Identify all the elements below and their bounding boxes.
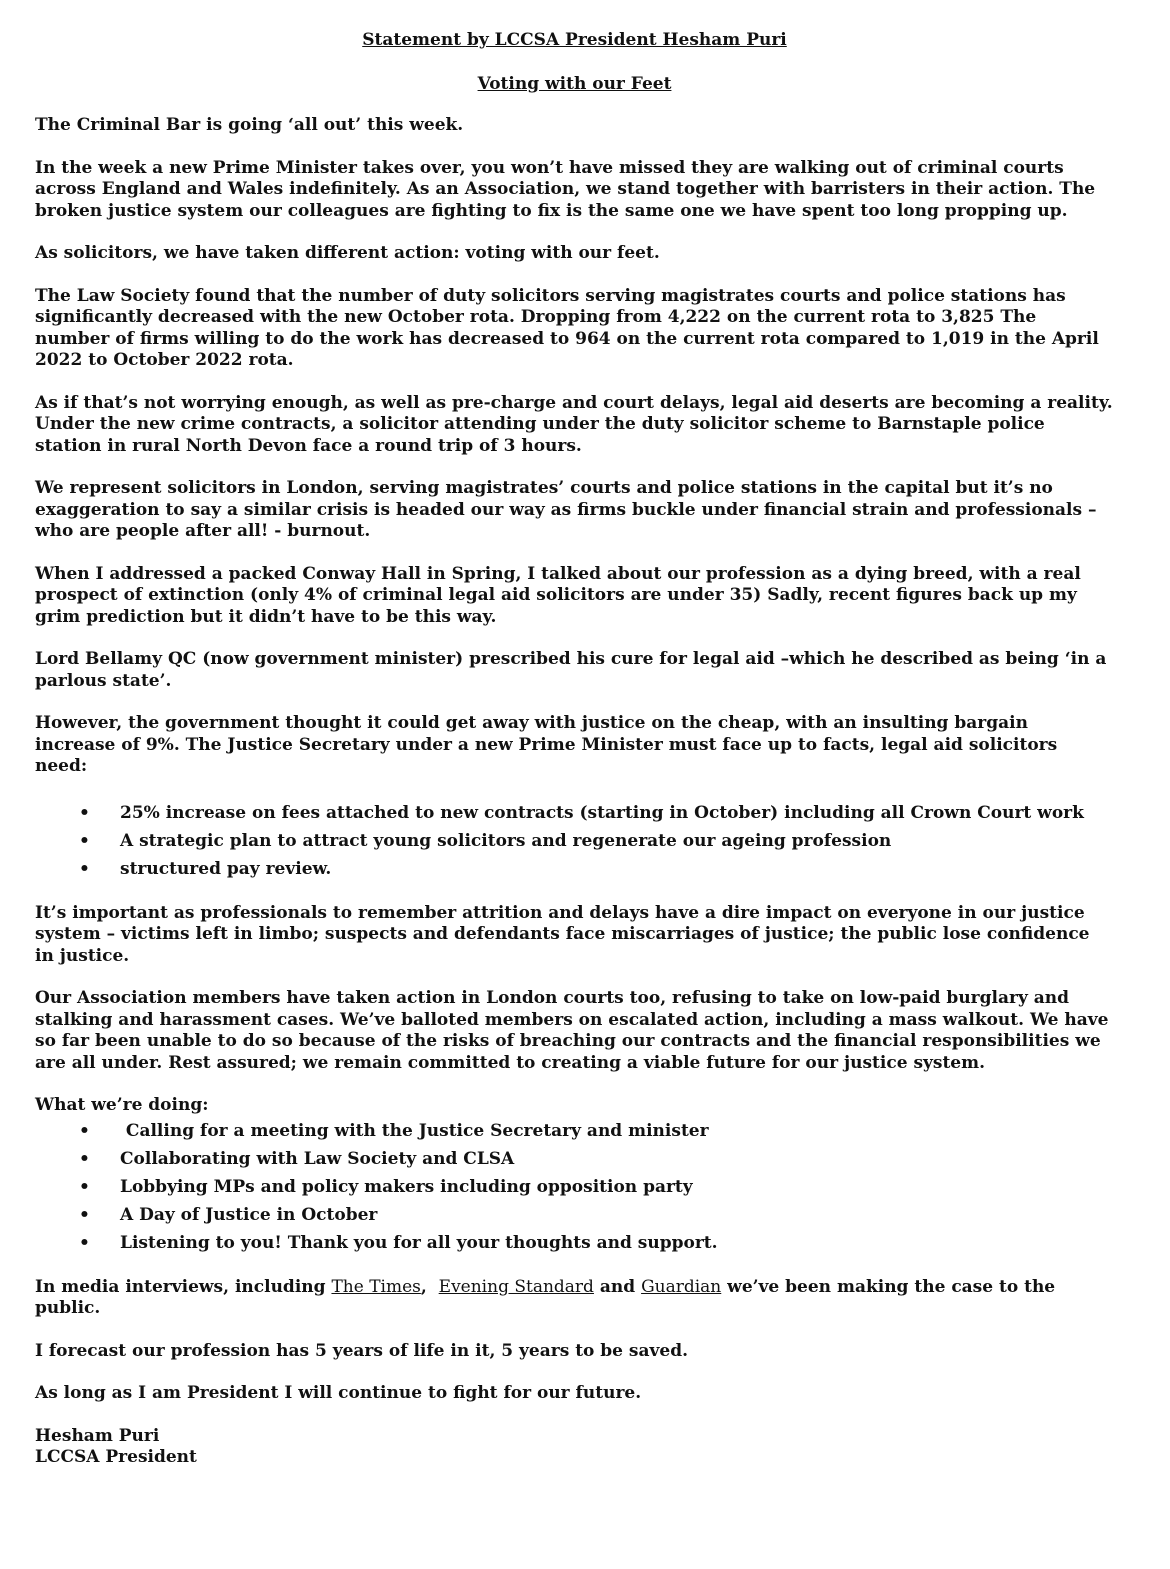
list-item-text: Collaborating with Law Society and CLSA bbox=[120, 1148, 515, 1169]
bullet-icon: • bbox=[79, 1232, 90, 1253]
forecast-paragraph: I forecast our profession has 5 years of life in it, 5 years to be saved. bbox=[35, 1340, 689, 1361]
signature-name: Hesham Puri bbox=[35, 1425, 160, 1446]
doing-heading: What we’re doing: bbox=[35, 1095, 209, 1115]
doing-list bbox=[35, 1117, 1114, 1257]
paragraph: In the week a new Prime Minister takes over, you won’t have missed they are walking out of criminal courts across England and Wales indefinitely. As an Association, we stand together with barristers in their action. The broken justice system our colleagues are fighting to fix is the same one we have spent too long propping up. bbox=[35, 157, 1096, 221]
list-item bbox=[35, 1229, 1114, 1257]
bullet-icon: • bbox=[79, 858, 90, 879]
evening-standard-link[interactable]: Evening Standard bbox=[438, 1276, 594, 1297]
bullet-icon: • bbox=[79, 1204, 90, 1225]
media-prefix: In media interviews, including bbox=[35, 1276, 332, 1297]
paragraph: We represent solicitors in London, serving magistrates’ courts and police stations in the capital but it’s no exaggeration to say a similar crisis is headed our way as firms buckle under financial strain and professionals – who are people after all! - burnout. bbox=[35, 478, 1097, 541]
bullet-icon: • bbox=[79, 1148, 90, 1169]
media-paragraph bbox=[35, 1277, 1114, 1320]
paragraph: It’s important as professionals to remember attrition and delays have a dire impact on everyone in our justice system – victims left in limbo; suspects and defendants face miscarriages of justice; the public lose confidence in justice. bbox=[35, 902, 1090, 966]
paragraph: Lord Bellamy QC (now government minister) prescribed his cure for legal aid –which he described as being ‘in a parlous state’. bbox=[35, 649, 1107, 691]
paragraph: When I addressed a packed Conway Hall in Spring, I talked about our profession as a dying breed, with a real prospect of extinction (only 4% of criminal legal aid solicitors are under 35) Sadly, recent figures back up my grim prediction but it didn’t have to be this way. bbox=[35, 563, 1081, 627]
guardian-link[interactable]: Guardian bbox=[641, 1276, 722, 1297]
bullet-icon: • bbox=[79, 1176, 90, 1197]
paragraph: The Law Society found that the number of duty solicitors serving magistrates courts and police stations has significantly decreased with the new October rota. Dropping from 4,222 on the current rota to 3,825 The number of firms willing to do the work has decreased to 964 on the current rota compared to 1,019 in the April 2022 to October 2022 rota. bbox=[35, 285, 1099, 370]
document-subtitle: Voting with our Feet bbox=[477, 73, 672, 94]
bullet-icon: • bbox=[79, 1120, 90, 1141]
list-item-text: A strategic plan to attract young solicitors and regenerate our ageing profession bbox=[120, 830, 892, 851]
list-item-text: 25% increase on fees attached to new contracts (starting in October) including all Crown Court work bbox=[120, 802, 1084, 823]
list-item bbox=[35, 1173, 1114, 1201]
bullet-icon: • bbox=[79, 830, 90, 851]
list-item-text: Calling for a meeting with the Justice Secretary and minister bbox=[120, 1120, 709, 1141]
media-separator: , bbox=[420, 1276, 439, 1297]
list-item bbox=[35, 827, 1114, 855]
list-item-text: Listening to you! Thank you for all your thoughts and support. bbox=[120, 1232, 718, 1253]
list-item bbox=[35, 799, 1114, 827]
list-item bbox=[35, 1201, 1114, 1229]
document-title: Statement by LCCSA President Hesham Puri bbox=[362, 30, 787, 50]
list-item bbox=[35, 855, 1114, 883]
paragraph: As solicitors, we have taken different action: voting with our feet. bbox=[35, 243, 660, 263]
paragraph: Our Association members have taken action in London courts too, refusing to take on low-paid burglary and stalking and harassment cases. We’ve balloted members on escalated action, including a mass walkout. We have so far been unable to do so because of the risks of breaching our contracts and the financial responsibilities we are all under. Rest assured; we remain committed to creating a viable future for our justice system. bbox=[35, 988, 1109, 1073]
bullet-icon: • bbox=[79, 802, 90, 823]
media-suffix: we’ve been making the case to the public. bbox=[35, 1276, 1056, 1318]
needs-list bbox=[35, 799, 1114, 883]
paragraph: However, the government thought it could get away with justice on the cheap, with an insulting bargain increase of 9%. The Justice Secretary under a new Prime Minister must face up to facts, legal aid solicitors need: bbox=[35, 713, 1058, 776]
list-item-text: Lobbying MPs and policy makers including opposition party bbox=[120, 1176, 693, 1197]
list-item bbox=[35, 1145, 1114, 1173]
paragraph: As if that’s not worrying enough, as well as pre-charge and court delays, legal aid deserts are becoming a reality. Under the new crime contracts, a solicitor attending under the duty solicitor scheme to Barnstaple police station in rural North Devon face a round trip of 3 hours. bbox=[35, 392, 1113, 456]
paragraph: The Criminal Bar is going ‘all out’ this week. bbox=[35, 115, 464, 135]
signature-role: LCCSA President bbox=[35, 1447, 197, 1467]
list-item-text: structured pay review. bbox=[120, 858, 332, 879]
media-separator: and bbox=[593, 1276, 642, 1297]
list-item-text: A Day of Justice in October bbox=[120, 1204, 378, 1225]
closing-paragraph: As long as I am President I will continue to fight for our future. bbox=[35, 1383, 642, 1403]
list-item bbox=[35, 1117, 1114, 1145]
the-times-link[interactable]: The Times bbox=[331, 1276, 421, 1297]
